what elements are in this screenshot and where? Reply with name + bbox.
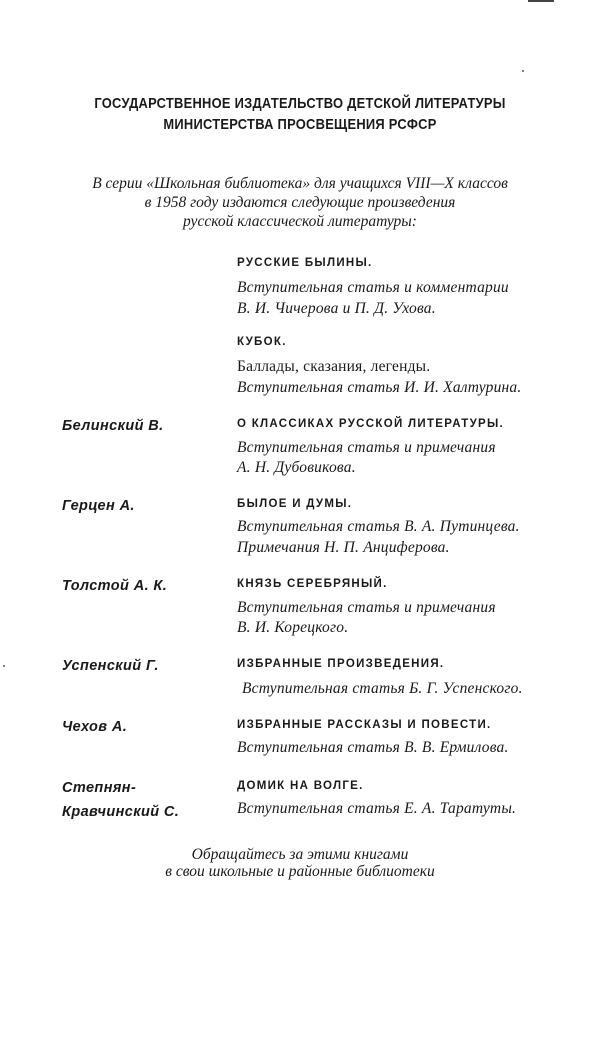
book-note: Вступительная статья и примечания [237, 439, 496, 456]
author-name: Толстой А. К. [62, 578, 168, 594]
book-note: Вступительная статья и примечания [237, 599, 496, 616]
author-name: Степнян- [62, 780, 137, 796]
book-note: В. И. Корецкого. [237, 619, 349, 636]
publisher-ministry: МИНИСТЕРСТВА ПРОСВЕЩЕНИЯ РСФСР [163, 116, 437, 133]
book-note: Вступительная статья В. В. Ермилова. [237, 739, 509, 756]
book-note: Баллады, сказания, легенды. [237, 358, 431, 375]
book-note: Вступительная статья В. А. Путинцева. [237, 518, 520, 535]
print-speck [3, 665, 5, 667]
book-note: Вступительная статья И. И. Халтурина. [237, 379, 522, 396]
publisher-name: ГОСУДАРСТВЕННОЕ ИЗДАТЕЛЬСТВО ДЕТСКОЙ ЛИТЕРАТУРЫ [94, 95, 506, 112]
book-note: Вступительная статья и комментарии [237, 279, 509, 296]
author-name: Кравчинский С. [62, 804, 180, 820]
author-name: Чехов А. [62, 719, 128, 735]
book-title: ИЗБРАННЫЕ ПРОИЗВЕДЕНИЯ. [237, 658, 445, 670]
footer-line: Обращайтесь за этими книгами [191, 846, 409, 863]
book-title: КНЯЗЬ СЕРЕБРЯНЫЙ. [237, 578, 388, 590]
book-title: О КЛАССИКАХ РУССКОЙ ЛИТЕРАТУРЫ. [237, 418, 505, 430]
intro-line: русской классической литературы: [183, 213, 417, 230]
book-note: А. Н. Дубовикова. [237, 459, 356, 476]
author-name: Белинский В. [62, 418, 164, 434]
intro-line: в 1958 году издаются следующие произведения [144, 194, 456, 211]
book-title: КУБОК. [237, 336, 287, 348]
footer-line: в свои школьные и районные библиотеки [165, 863, 435, 880]
book-note: Примечания Н. П. Анциферова. [237, 539, 450, 556]
author-name: Герцен А. [62, 498, 135, 514]
author-name: Успенский Г. [62, 658, 159, 674]
book-title: ДОМИК НА ВОЛГЕ. [237, 780, 364, 792]
book-title: БЫЛОЕ И ДУМЫ. [237, 498, 353, 510]
print-speck [522, 70, 524, 72]
book-note: В. И. Чичерова и П. Д. Ухова. [237, 300, 436, 317]
page-edge-mark [528, 0, 554, 2]
book-note: Вступительная статья Е. А. Таратуты. [237, 800, 517, 817]
book-title: РУССКИЕ БЫЛИНЫ. [237, 257, 373, 269]
book-title: ИЗБРАННЫЕ РАССКАЗЫ И ПОВЕСТИ. [237, 719, 492, 731]
book-note: Вступительная статья Б. Г. Успенского. [242, 680, 523, 697]
intro-line: В серии «Школьная библиотека» для учащихся VIII—X классов [92, 175, 508, 192]
